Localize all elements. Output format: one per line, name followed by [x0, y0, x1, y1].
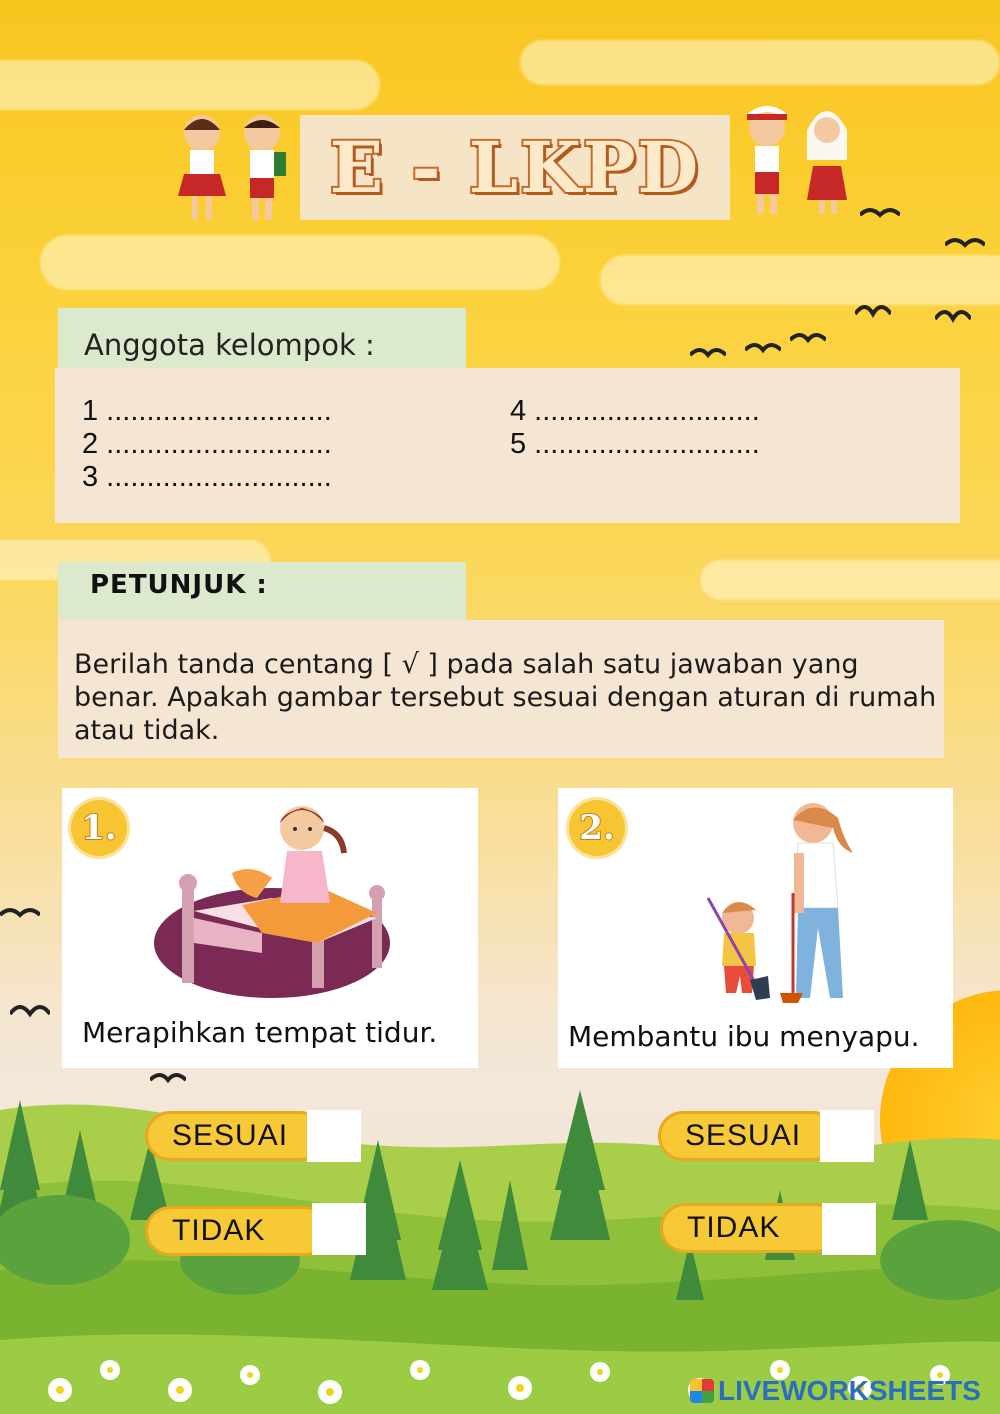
- question-1-tidak-checkbox[interactable]: [312, 1203, 366, 1255]
- member-line-4[interactable]: 4 ............................: [510, 395, 760, 427]
- students-illustration-left: [170, 108, 300, 228]
- bird-icon: [935, 305, 971, 329]
- boy-sweeping-with-mother-illustration: [698, 798, 888, 1013]
- title-banner: [300, 115, 730, 220]
- students-illustration-right: [735, 100, 865, 220]
- question-2-option-sesuai: SESUAI: [658, 1111, 838, 1161]
- girl-making-bed-illustration: [152, 793, 392, 1008]
- question-1-caption: Merapihkan tempat tidur.: [82, 1016, 438, 1049]
- bird-icon: [945, 235, 985, 255]
- bird-icon: [690, 345, 726, 365]
- bird-icon: [855, 300, 891, 326]
- instructions-text: Berilah tanda centang [ √ ] pada salah satu jawaban yang benar. Apakah gambar tersebut sesuai dengan aturan di rumah atau tidak.: [74, 649, 937, 746]
- members-heading: Anggota kelompok :: [84, 328, 375, 362]
- question-1-sesuai-checkbox[interactable]: [307, 1110, 361, 1162]
- bird-icon: [745, 340, 781, 360]
- watermark-text: LIVEWORKSHEETS: [718, 1375, 981, 1406]
- instructions-heading: PETUNJUK :: [90, 570, 268, 600]
- question-2-caption: Membantu ibu menyapu.: [568, 1020, 920, 1053]
- liveworksheets-logo: [690, 1375, 981, 1407]
- question-2-sesuai-checkbox[interactable]: [820, 1110, 874, 1162]
- member-line-5[interactable]: 5 ............................: [510, 428, 760, 460]
- page-title: E - LKPD: [329, 126, 701, 209]
- question-2-number-badge: 2.: [566, 797, 628, 859]
- bird-icon: [860, 205, 900, 225]
- member-line-1[interactable]: 1 ............................: [82, 395, 332, 427]
- question-2-option-tidak: TIDAK: [660, 1203, 840, 1253]
- question-1-number-badge: 1.: [68, 797, 130, 859]
- question-2-tidak-checkbox[interactable]: [822, 1203, 876, 1255]
- question-1-option-tidak: TIDAK: [145, 1206, 330, 1256]
- bird-icon: [0, 905, 40, 925]
- member-line-2[interactable]: 2 ............................: [82, 428, 332, 460]
- member-line-3[interactable]: 3 ............................: [82, 461, 332, 493]
- bird-icon: [10, 1000, 50, 1026]
- bird-icon: [790, 330, 826, 350]
- bird-icon: [150, 1070, 186, 1090]
- question-1-option-sesuai: SESUAI: [145, 1111, 325, 1161]
- liveworksheets-logo-icon: [690, 1379, 714, 1403]
